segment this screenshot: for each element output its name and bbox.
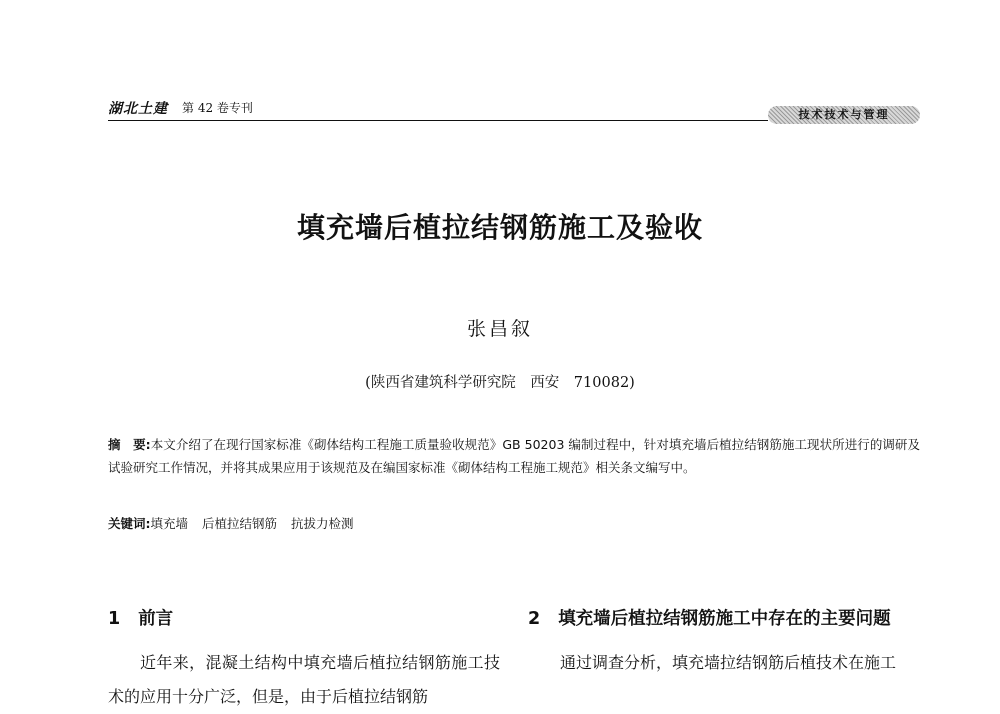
keywords xyxy=(108,514,920,532)
section-paragraph: 通过调查分析，填充墙拉结钢筋后植技术在施工 xyxy=(560,653,897,672)
section-title: 填充墙后植拉结钢筋施工中存在的主要问题 xyxy=(558,609,891,629)
section-heading xyxy=(528,600,920,638)
keyword-item: 填充墙 xyxy=(150,516,189,531)
journal-name: 湖北土建 xyxy=(108,101,168,117)
issue-info: 第 42 卷专刊 xyxy=(182,101,253,115)
section-title: 前言 xyxy=(138,609,174,629)
abstract-text: 本文介绍了在现行国家标准《砌体结构工程施工质量验收规范》GB 50203 编制过程中，针对填充墙后植拉结钢筋施工现状所进行的调研及试验研究工作情况，并将其成果应用于该规范及在编国家标准《砌体结构工程施工规范》相关条文编写中。 xyxy=(108,437,920,475)
column-tag: 技术技术与管理 xyxy=(768,106,920,124)
keyword-item: 后植拉结钢筋 xyxy=(202,516,278,531)
abstract-label: 摘 要: xyxy=(108,437,151,452)
author-affiliation: (陕西省建筑科学研究院 西安 710082) xyxy=(365,375,635,391)
right-column xyxy=(528,600,920,680)
author-name: 张昌叙 xyxy=(466,318,533,340)
keyword-item: 抗拔力检测 xyxy=(291,516,354,531)
header-rule xyxy=(108,120,768,121)
running-header xyxy=(108,94,920,124)
section-heading xyxy=(108,600,500,638)
abstract xyxy=(108,433,920,479)
section-number: 2 xyxy=(528,609,541,629)
section-paragraph: 近年来，混凝土结构中填充墙后植拉结钢筋施工技术的应用十分广泛，但是，由于后植拉结钢筋 xyxy=(108,653,500,706)
left-column xyxy=(108,600,500,714)
keywords-label: 关键词: xyxy=(108,516,151,531)
paper-title: 填充墙后植拉结钢筋施工及验收 xyxy=(296,211,703,244)
section-number: 1 xyxy=(108,609,121,629)
